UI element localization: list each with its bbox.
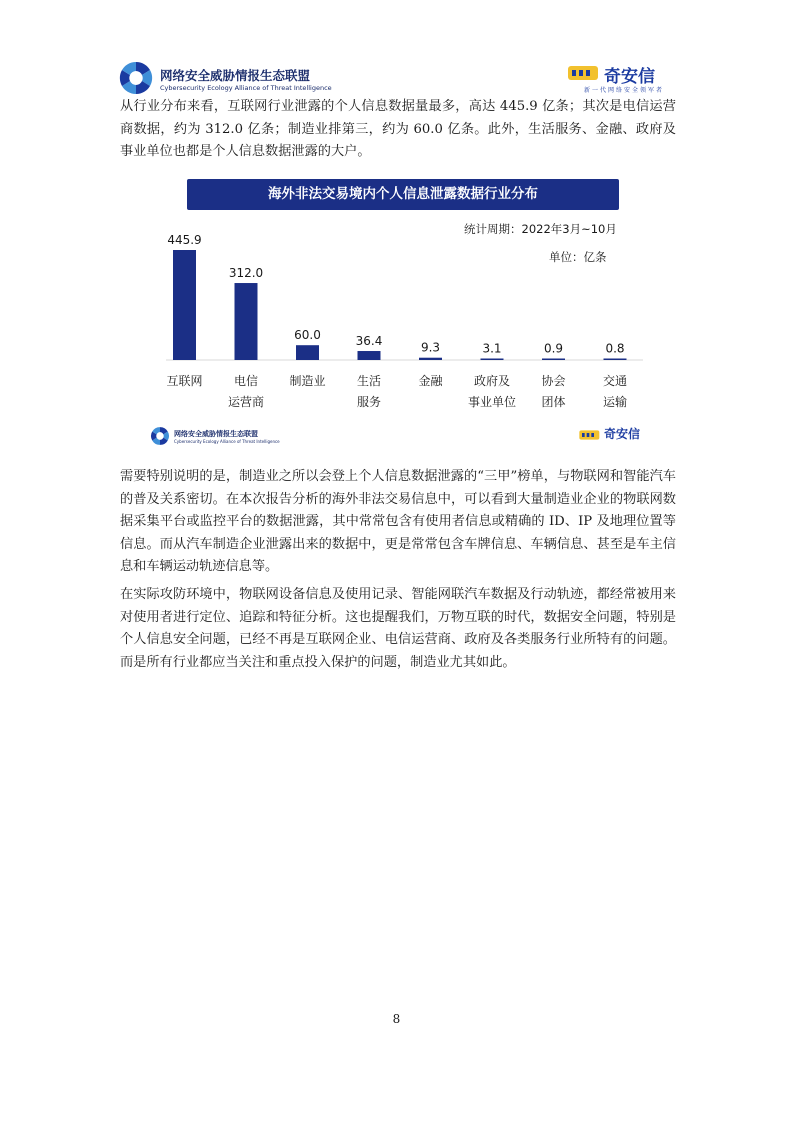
alliance-name: 网络安全威胁情报生态联盟 [160,68,311,83]
chart-footer-alliance-name: 网络安全威胁情报生态联盟 [174,430,258,438]
chart-canvas [138,172,668,454]
paragraph-manufacturing-explanation: 需要特别说明的是，制造业之所以会登上个人信息数据泄露的“三甲”榜单，与物联网和智能汽车的普及关系密切。在本次报告分析的海外非法交易信息中，可以看到大量制造业企业的物联网数据采集平台或监控平台的数据泄露，其中常常包含有使用者信息或精确的 ID、IP 及地理位置等信息。而从汽车制造企业泄露出来的数据中，更是常常包含车牌信息、车辆信息、甚至是车主信息和车辆运动轨迹信息等。 [120,469,676,574]
category-label-5-1: 事业单位 [467,395,517,409]
category-label-3-0: 生活 [356,374,382,388]
category-label-3-1: 服务 [356,395,382,409]
bar-1 [235,283,258,360]
paragraph-industry-distribution: 从行业分布来看，互联网行业泄露的个人信息数据量最多，高达 445.9 亿条；其次是电信运营商数据，约为 312.0 亿条；制造业排第三，约为 60.0 亿条。此外，生活服务、金融、政府及事业单位也都是个人信息数据泄露的大户。 [120,99,676,159]
brand-mark-icon [566,62,602,84]
category-label-0-0: 互联网 [166,374,203,388]
brand-name: 奇安信 [604,67,655,87]
data-label-3: 36.4 [355,334,383,349]
page-header [118,60,678,100]
alliance-name-en: Cybersecurity Ecology Alliance of Threat Intelligence [160,84,332,92]
data-label-4: 9.3 [420,340,441,355]
chart-unit: 单位：亿条 [549,250,607,264]
category-label-6-1: 团体 [541,395,566,409]
chart-footer-brand-logo [578,424,658,448]
brand-slogan: 新一代网络安全领军者 [584,87,665,94]
page-number: 8 [392,1012,401,1026]
category-label-1-1: 运营商 [227,395,265,409]
data-label-2: 60.0 [294,328,321,343]
chart-title: 海外非法交易境内个人信息泄露数据行业分布 [187,179,619,210]
category-label-5-0: 政府及 [473,374,511,388]
bar-0 [173,250,196,360]
chart-footer-alliance-name-en: Cybersecurity Ecology Alliance of Threat Intelligence [174,439,280,444]
bar-3 [358,351,381,360]
data-label-7: 0.8 [605,341,625,356]
brand-mark-small-icon [578,427,602,443]
bar-6 [542,359,565,361]
paragraph-attack-defense: 在实际攻防环境中，物联网设备信息及使用记录、智能网联汽车数据及行动轨迹，都经常被用来对使用者进行定位、追踪和特征分析。这也提醒我们，万物互联的时代，数据安全问题，特别是个人信息安全问题，已经不再是互联网企业、电信运营商、政府及各类服务行业所特有的问题。而是所有行业都应当关注和重点投入保护的问题，制造业尤其如此。 [120,587,676,670]
category-label-6-0: 协会 [541,374,566,388]
category-label-7-1: 运输 [602,395,628,409]
data-label-5: 3.1 [482,341,502,356]
category-label-4-0: 金融 [418,374,443,388]
data-label-1: 312.0 [228,266,264,281]
bar-2 [296,345,319,360]
data-label-0: 445.9 [167,233,202,247]
category-label-7-0: 交通 [602,374,628,388]
bar-7 [604,359,627,361]
chart-period: 统计周期：2022年3月~10月 [464,222,617,236]
category-label-1-0: 电信 [233,374,259,388]
category-label-2-0: 制造业 [289,374,326,388]
bar-4 [419,358,442,360]
alliance-logo-small-icon [150,426,170,446]
bar-5 [481,359,504,361]
chart-footer-brand-name: 奇安信 [604,427,641,441]
data-label-6: 0.9 [543,341,564,356]
chart-footer-alliance-logo [150,424,280,448]
qianxin-logo [566,62,678,96]
alliance-logo-icon [118,60,154,96]
industry-bar-chart [138,172,668,454]
